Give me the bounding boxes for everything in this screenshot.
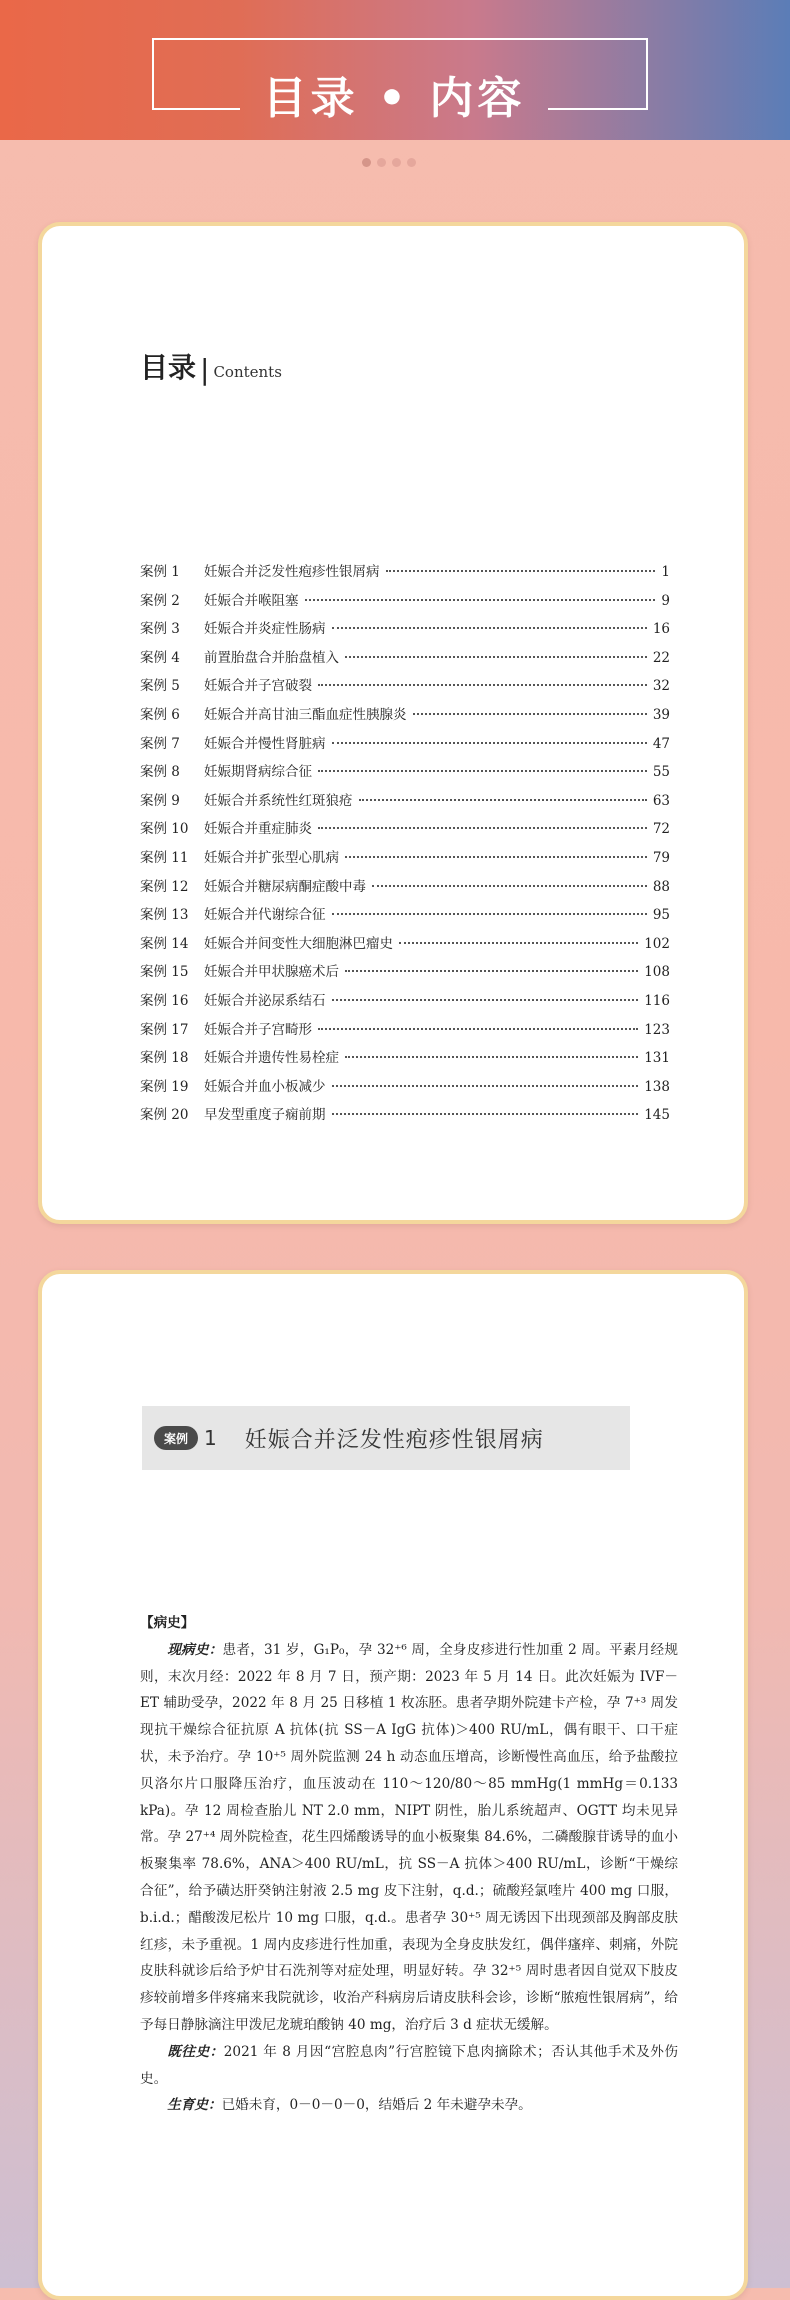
toc-entry[interactable] (140, 932, 670, 961)
toc-entry-number: 案例 14 (140, 935, 189, 952)
toc-entry-page: 79 (652, 849, 670, 866)
carousel-dot-2[interactable] (377, 158, 386, 167)
toc-dot-leader (399, 942, 638, 944)
toc-entry-number: 案例 15 (140, 964, 189, 981)
toc-entry-page: 16 (652, 621, 670, 638)
toc-entry-page: 123 (644, 1021, 670, 1038)
toc-heading-en: Contents (213, 363, 282, 381)
toc-card (38, 222, 748, 1224)
past-history-label: 既往史： (167, 2043, 224, 2060)
toc-entry-title: 妊娠合并子宫破裂 (204, 678, 312, 695)
toc-entry-page: 63 (652, 792, 670, 809)
toc-dot-leader (345, 856, 647, 858)
toc-entry-page: 131 (644, 1050, 670, 1067)
toc-entry-title: 妊娠合并扩张型心肌病 (204, 849, 339, 866)
toc-entry-number: 案例 5 (140, 678, 180, 695)
title-underline-right (548, 108, 648, 110)
toc-entry-number: 案例 18 (140, 1050, 189, 1067)
toc-dot-leader (332, 1085, 639, 1087)
toc-dot-leader (386, 570, 656, 572)
toc-entry-number: 案例 11 (140, 849, 189, 866)
present-illness-text: 患者，31 岁，G₁P₀，孕 32⁺⁶ 周，全身皮疹进行性加重 2 周。平素月经规则，末次月经：2022 年 8 月 7 日，预产期：2023 年 5 月 14 日。此次妊娠为 IVF－ET 辅助受孕，2022 年 8 月 25 日移植 1 枚冻胚。患者孕期外院建卡产检，孕 7⁺³ 周发现抗干燥综合征抗原 A 抗体(抗 SS－A IgG 抗体)＞400 RU/mL，偶有眼干、口干症状，未予治疗。孕 10⁺⁵ 周外院监测 24 h 动态血压增高，诊断慢性高血压，给予盐酸拉贝洛尔片口服降压治疗，血压波动在 110～120/80～85 mmHg(1 mmHg＝0.133 kPa)。孕 12 周检查胎儿 NT 2.0 mm，NIPT 阴性，胎儿系统超声、OGTT 均未见异常。孕 27⁺⁴ 周外院检查，花生四烯酸诱导的血小板聚集 84.6%，二磷酸腺苷诱导的血小板聚集率 78.6%，ANA＞400 RU/mL，抗 SS－A 抗体＞400 RU/mL，诊断“干燥综合征”，给予磺达肝癸钠注射液 2.5 mg 皮下注射，q.d.；硫酸羟氯喹片 400 mg 口服，b.i.d.；醋酸泼尼松片 10 mg 口服，q.d.。患者孕 30⁺⁵ 周无诱因下出现颈部及胸部皮肤红疹，未予重视。1 周内皮疹进行性加重，表现为全身皮肤发红，偶伴瘙痒、刺痛，外院皮肤科就诊后给予炉甘石洗剂等对症处理，明显好转。孕 32⁺⁵ 周时患者因自觉双下肢皮疹较前增多伴疼痛来我院就诊，收治产科病房后请皮肤科会诊，诊断“脓疱性银屑病”，给予每日静脉滴注甲泼尼龙琥珀酸钠 40 mg，治疗后 3 d 症状无缓解。 (140, 1641, 678, 2033)
toc-dot-leader (345, 656, 647, 658)
toc-dot-leader (332, 742, 647, 744)
toc-entry[interactable] (140, 617, 670, 646)
toc-dot-leader (345, 970, 638, 972)
toc-dot-leader (318, 770, 647, 772)
toc-entry[interactable] (140, 960, 670, 989)
toc-entry[interactable] (140, 1046, 670, 1075)
toc-entry-number: 案例 12 (140, 878, 189, 895)
carousel-dots (362, 158, 416, 167)
reproductive-history-paragraph (140, 2092, 678, 2119)
toc-dot-leader (318, 827, 647, 829)
toc-entry-title: 妊娠合并糖尿病酮症酸中毒 (204, 878, 366, 895)
case-card (38, 1270, 748, 2300)
toc-entry[interactable] (140, 1018, 670, 1047)
toc-entry-page: 55 (652, 764, 670, 781)
toc-entry-number: 案例 4 (140, 649, 180, 666)
toc-entry-title: 妊娠合并泌尿系结石 (204, 992, 326, 1009)
toc-dot-leader (332, 999, 639, 1001)
toc-entry[interactable] (140, 789, 670, 818)
toc-heading-separator: | (200, 353, 210, 386)
case-history (140, 1610, 678, 2119)
title-underline-left (152, 108, 240, 110)
toc-entry-page: 102 (644, 935, 670, 952)
carousel-dot-1[interactable] (362, 158, 371, 167)
reproductive-history-text: 已婚未育，0－0－0－0，结婚后 2 年未避孕未孕。 (221, 2097, 532, 2114)
toc-entry[interactable] (140, 1075, 670, 1104)
toc-entry[interactable] (140, 817, 670, 846)
toc-entry-number: 案例 17 (140, 1021, 189, 1038)
toc-entry-title: 早发型重度子痫前期 (204, 1107, 326, 1124)
toc-dot-leader (345, 1056, 638, 1058)
toc-entry[interactable] (140, 903, 670, 932)
carousel-dot-3[interactable] (392, 158, 401, 167)
toc-entry[interactable] (140, 560, 670, 589)
toc-entry-title: 前置胎盘合并胎盘植入 (204, 649, 339, 666)
toc-entry-number: 案例 16 (140, 992, 189, 1009)
toc-dot-leader (318, 684, 647, 686)
case-badge: 案例 (154, 1426, 198, 1450)
toc-entry[interactable] (140, 846, 670, 875)
carousel-dot-4[interactable] (407, 158, 416, 167)
case-number: 1 (204, 1426, 217, 1450)
toc-dot-leader (332, 913, 647, 915)
toc-entry-title: 妊娠合并血小板减少 (204, 1078, 326, 1095)
toc-entry-title: 妊娠期肾病综合征 (204, 764, 312, 781)
toc-entry-page: 95 (652, 907, 670, 924)
toc-dot-leader (332, 627, 647, 629)
toc-entry-title: 妊娠合并慢性肾脏病 (204, 735, 326, 752)
toc-entry-number: 案例 9 (140, 792, 180, 809)
toc-entry-title: 妊娠合并遗传性易栓症 (204, 1050, 339, 1067)
toc-entry-title: 妊娠合并间变性大细胞淋巴瘤史 (204, 935, 393, 952)
toc-entry-page: 1 (661, 564, 670, 580)
toc-entry[interactable] (140, 589, 670, 618)
toc-entry-title: 妊娠合并子宫畸形 (204, 1021, 312, 1038)
toc-entry-page: 145 (644, 1107, 670, 1124)
toc-entry-title: 妊娠合并重症肺炎 (204, 821, 312, 838)
toc-entry-title: 妊娠合并炎症性肠病 (204, 621, 326, 638)
toc-entry-page: 9 (661, 592, 670, 609)
toc-entry[interactable] (140, 674, 670, 703)
toc-entry-page: 32 (652, 678, 670, 695)
toc-entry[interactable] (140, 875, 670, 904)
toc-heading (140, 346, 282, 386)
toc-entry[interactable] (140, 703, 670, 732)
toc-entry[interactable] (140, 760, 670, 789)
toc-entry-number: 案例 10 (140, 821, 189, 838)
toc-entry-page: 72 (652, 821, 670, 838)
toc-entry[interactable] (140, 989, 670, 1018)
toc-entry-title: 妊娠合并甲状腺癌术后 (204, 964, 339, 981)
toc-entry-page: 22 (652, 649, 670, 666)
toc-entry-title: 妊娠合并高甘油三酯血症性胰腺炎 (204, 706, 407, 723)
present-illness-paragraph (140, 1637, 678, 2039)
toc-entry-title: 妊娠合并代谢综合征 (204, 907, 326, 924)
toc-entry[interactable] (140, 646, 670, 675)
toc-dot-leader (413, 713, 647, 715)
past-history-text: 2021 年 8 月因“宫腔息肉”行宫腔镜下息肉摘除术；否认其他手术及外伤史。 (140, 2043, 679, 2087)
toc-entry-page: 108 (644, 964, 670, 981)
toc-entry-number: 案例 8 (140, 764, 180, 781)
case-title-banner (142, 1406, 630, 1470)
toc-heading-cn: 目录 (140, 351, 197, 384)
toc-entry-number: 案例 3 (140, 621, 180, 638)
toc-entry[interactable] (140, 1103, 670, 1132)
toc-entry-number: 案例 13 (140, 907, 189, 924)
toc-entry-title: 妊娠合并喉阻塞 (204, 592, 299, 609)
toc-dot-leader (372, 885, 647, 887)
toc-entry-number: 案例 7 (140, 735, 180, 752)
toc-entry-page: 47 (652, 735, 670, 752)
toc-entry-number: 案例 19 (140, 1078, 189, 1095)
past-history-paragraph (140, 2039, 678, 2093)
toc-dot-leader (332, 1113, 639, 1115)
toc-entry-number: 案例 6 (140, 706, 180, 723)
toc-entry-page: 138 (644, 1078, 670, 1095)
reproductive-history-label: 生育史： (167, 2097, 222, 2114)
present-illness-label: 现病史： (167, 1641, 223, 1658)
toc-entry-page: 88 (652, 878, 670, 895)
toc-entry-number: 案例 1 (140, 564, 180, 580)
toc-dot-leader (359, 799, 647, 801)
page-title: 目录 • 内容 (262, 73, 526, 124)
toc-entry-page: 116 (644, 992, 670, 1009)
toc-dot-leader (318, 1028, 638, 1030)
toc-entry[interactable] (140, 732, 670, 761)
toc-entry-title: 妊娠合并泛发性疱疹性银屑病 (204, 564, 380, 580)
toc-entry-number: 案例 20 (140, 1107, 189, 1124)
case-title: 妊娠合并泛发性疱疹性银屑病 (244, 1427, 544, 1453)
toc-entry-number: 案例 2 (140, 592, 180, 609)
toc-entry-page: 39 (652, 706, 670, 723)
toc-entry-title: 妊娠合并系统性红斑狼疮 (204, 792, 353, 809)
toc-dot-leader (305, 599, 656, 601)
history-section-heading: 【病史】 (140, 1615, 195, 1631)
toc-list (140, 560, 670, 1132)
